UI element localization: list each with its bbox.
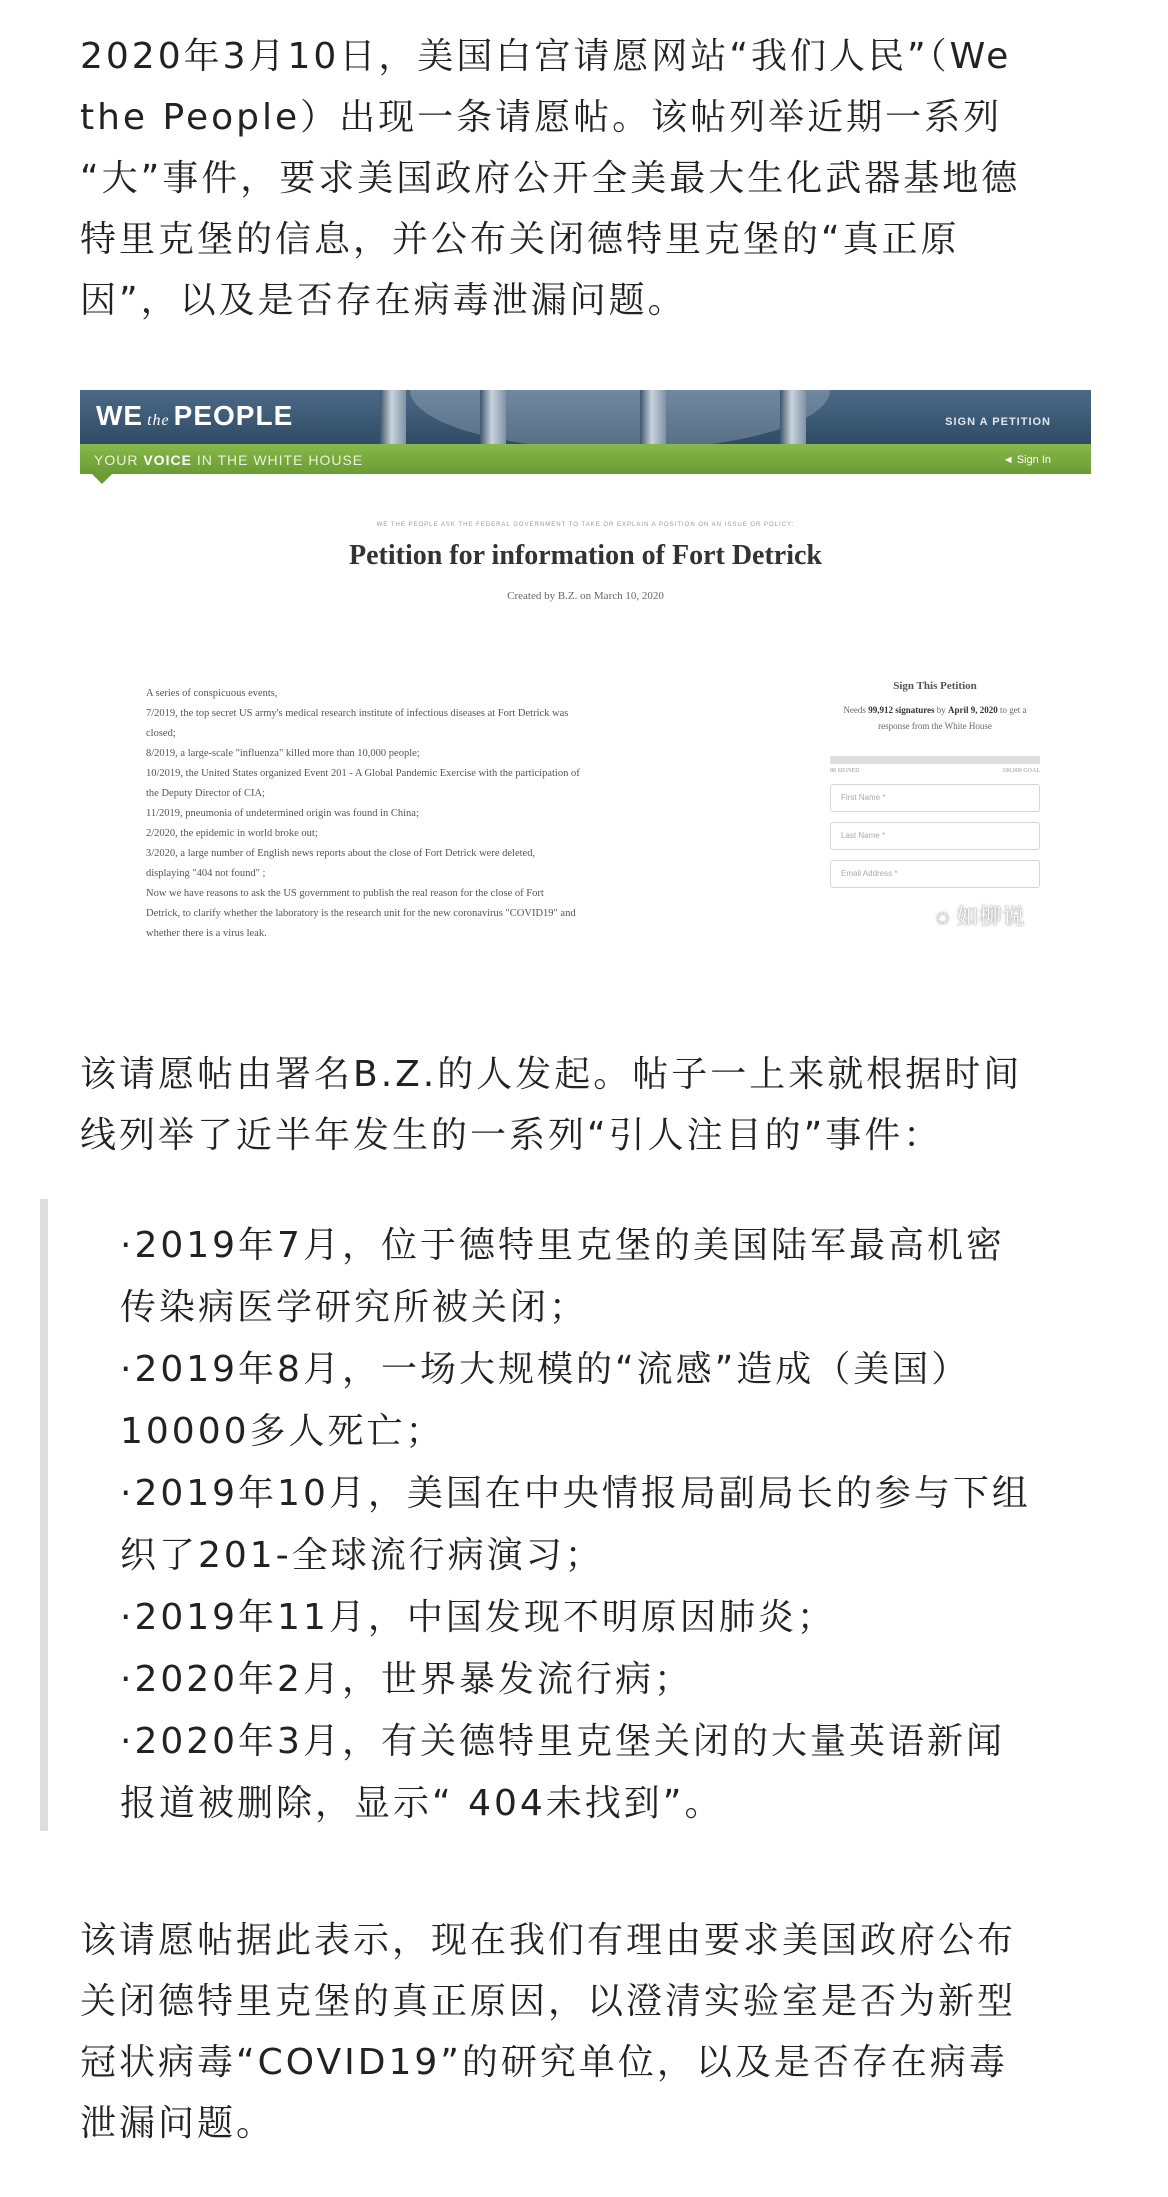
petition-kicker: WE THE PEOPLE ASK THE FEDERAL GOVERNMENT TO TAKE OR EXPLAIN A POSITION ON AN ISSUE OR POLICY: bbox=[376, 522, 795, 528]
text-line: 特里克堡的信息，并公布关闭德特里克堡的“真正原 bbox=[80, 219, 960, 260]
petition-body-line: Detrick, to clarify whether the laboratory is the research unit for the new coronavirus "COVID19" and bbox=[146, 908, 576, 919]
account-watermark bbox=[936, 900, 1025, 931]
last-name-field[interactable]: Last Name * bbox=[830, 822, 1040, 850]
tagline bbox=[94, 452, 363, 468]
tagline-voice: VOICE bbox=[143, 452, 192, 468]
conclusion-paragraph bbox=[80, 1910, 1100, 2154]
petition-body-line: 10/2019, the United States organized Event 201 - A Global Pandemic Exercise with the participation of bbox=[146, 768, 580, 779]
tagline-bar-tip bbox=[92, 474, 112, 484]
tagline-suffix: IN THE WHITE HOUSE bbox=[196, 452, 364, 468]
sign-in-link[interactable]: ◄ Sign In bbox=[1002, 454, 1051, 466]
column-decoration bbox=[780, 390, 806, 444]
petition-screenshot bbox=[80, 390, 1091, 968]
context-paragraph bbox=[80, 1044, 1100, 1166]
text-line: 泄漏问题。 bbox=[80, 2103, 276, 2144]
needs-date: April 9, 2020 bbox=[948, 705, 998, 715]
timeline-line: ·2020年2月，世界暴发流行病； bbox=[120, 1659, 693, 1700]
petition-body-line: displaying "404 not found" ; bbox=[146, 868, 266, 879]
text-line: 关闭德特里克堡的真正原因，以澄清实验室是否为新型 bbox=[80, 1981, 1017, 2022]
watermark-text: 如柳说 bbox=[956, 905, 1026, 930]
petition-body-line: whether there is a virus leak. bbox=[146, 928, 267, 939]
text-line: 该请愿帖由署名B.Z.的人发起。帖子一上来就根据时间 bbox=[80, 1054, 1023, 1095]
petition-body-line: 3/2020, a large number of English news reports about the close of Fort Detrick were deleted, bbox=[146, 848, 536, 859]
petition-body-line: the Deputy Director of CIA; bbox=[146, 788, 265, 799]
wechat-icon: ✺ bbox=[936, 909, 951, 928]
timeline-line: 10000多人死亡； bbox=[120, 1411, 445, 1452]
petition-body-line: 2/2020, the epidemic in world broke out; bbox=[146, 828, 318, 839]
text-line: 因”，以及是否存在病毒泄漏问题。 bbox=[80, 280, 687, 321]
text-line: 线列举了近半年发生的一系列“引人注目的”事件： bbox=[80, 1115, 943, 1156]
needs-suffix: to get a response from the White House bbox=[878, 705, 1027, 731]
petition-body bbox=[146, 684, 786, 944]
timeline-line: 织了201-全球流行病演习； bbox=[120, 1535, 604, 1576]
logo-we: WE bbox=[96, 400, 144, 431]
petition-body-line: A series of conspicuous events, bbox=[146, 688, 278, 699]
email-field[interactable]: Email Address * bbox=[830, 860, 1040, 888]
logo-people: PEOPLE bbox=[173, 400, 294, 431]
column-decoration bbox=[640, 390, 666, 444]
timeline-line: ·2019年7月，位于德特里克堡的美国陆军最高机密 bbox=[120, 1225, 1005, 1266]
goal-count: 100,000 GOAL bbox=[1002, 768, 1040, 774]
petition-title: Petition for information of Fort Detrick bbox=[348, 540, 823, 571]
intro-paragraph bbox=[80, 26, 1100, 331]
needs-prefix: Needs bbox=[843, 705, 866, 715]
signed-count: 88 SIGNED bbox=[830, 768, 860, 774]
timeline-line: ·2019年11月，中国发现不明原因肺炎； bbox=[120, 1597, 836, 1638]
timeline-quote bbox=[40, 1199, 1120, 1831]
timeline-line: ·2019年10月，美国在中央情报局副局长的参与下组 bbox=[120, 1473, 1031, 1514]
sidebar-title: Sign This Petition bbox=[893, 680, 977, 692]
first-name-field[interactable]: First Name * bbox=[830, 784, 1040, 812]
petition-body-line: 8/2019, a large-scale "influenza" killed more than 10,000 people; bbox=[146, 748, 420, 759]
timeline-line: 报道被删除，显示“ 404未找到”。 bbox=[120, 1783, 724, 1824]
capitol-dome-decoration bbox=[410, 390, 830, 444]
text-line: 冠状病毒“COVID19”的研究单位，以及是否存在病毒 bbox=[80, 2042, 1008, 2083]
site-banner bbox=[80, 390, 1091, 444]
timeline-line: ·2019年8月，一场大规模的“流感”造成（美国） bbox=[120, 1349, 971, 1390]
tagline-prefix: YOUR bbox=[94, 452, 139, 468]
sign-a-petition-link[interactable]: SIGN A PETITION bbox=[945, 416, 1051, 428]
signature-progress-bar bbox=[830, 756, 1040, 764]
logo-the: the bbox=[147, 412, 170, 429]
progress-scale bbox=[830, 768, 1040, 774]
text-line: “大”事件，要求美国政府公开全美最大生化武器基地德 bbox=[80, 158, 1021, 199]
sign-petition-sidebar bbox=[830, 680, 1040, 888]
timeline-line: ·2020年3月，有关德特里克堡关闭的大量英语新闻 bbox=[120, 1721, 1005, 1762]
text-line: 该请愿帖据此表示，现在我们有理由要求美国政府公布 bbox=[80, 1920, 1017, 1961]
needs-count: 99,912 signatures bbox=[868, 705, 935, 715]
petition-created-by: Created by B.Z. on March 10, 2020 bbox=[507, 590, 664, 602]
text-line: the People）出现一条请愿帖。该帖列举近期一系列 bbox=[80, 97, 1003, 138]
petition-body-line: 11/2019, pneumonia of undetermined origin was found in China; bbox=[146, 808, 419, 819]
text-line: 2020年3月10日，美国白宫请愿网站“我们人民”（We bbox=[80, 36, 1012, 77]
timeline-line: 传染病医学研究所被关闭； bbox=[120, 1287, 589, 1328]
needs-by: by bbox=[936, 705, 946, 715]
signatures-needed bbox=[830, 702, 1040, 734]
column-decoration bbox=[380, 390, 406, 444]
petition-body-line: Now we have reasons to ask the US government to publish the real reason for the close of Fort bbox=[146, 888, 544, 899]
we-the-people-logo[interactable] bbox=[96, 400, 293, 432]
column-decoration bbox=[480, 390, 506, 444]
petition-body-line: closed; bbox=[146, 728, 176, 739]
petition-body-line: 7/2019, the top secret US army's medical research institute of infectious diseases at Fort Detrick was bbox=[146, 708, 569, 719]
